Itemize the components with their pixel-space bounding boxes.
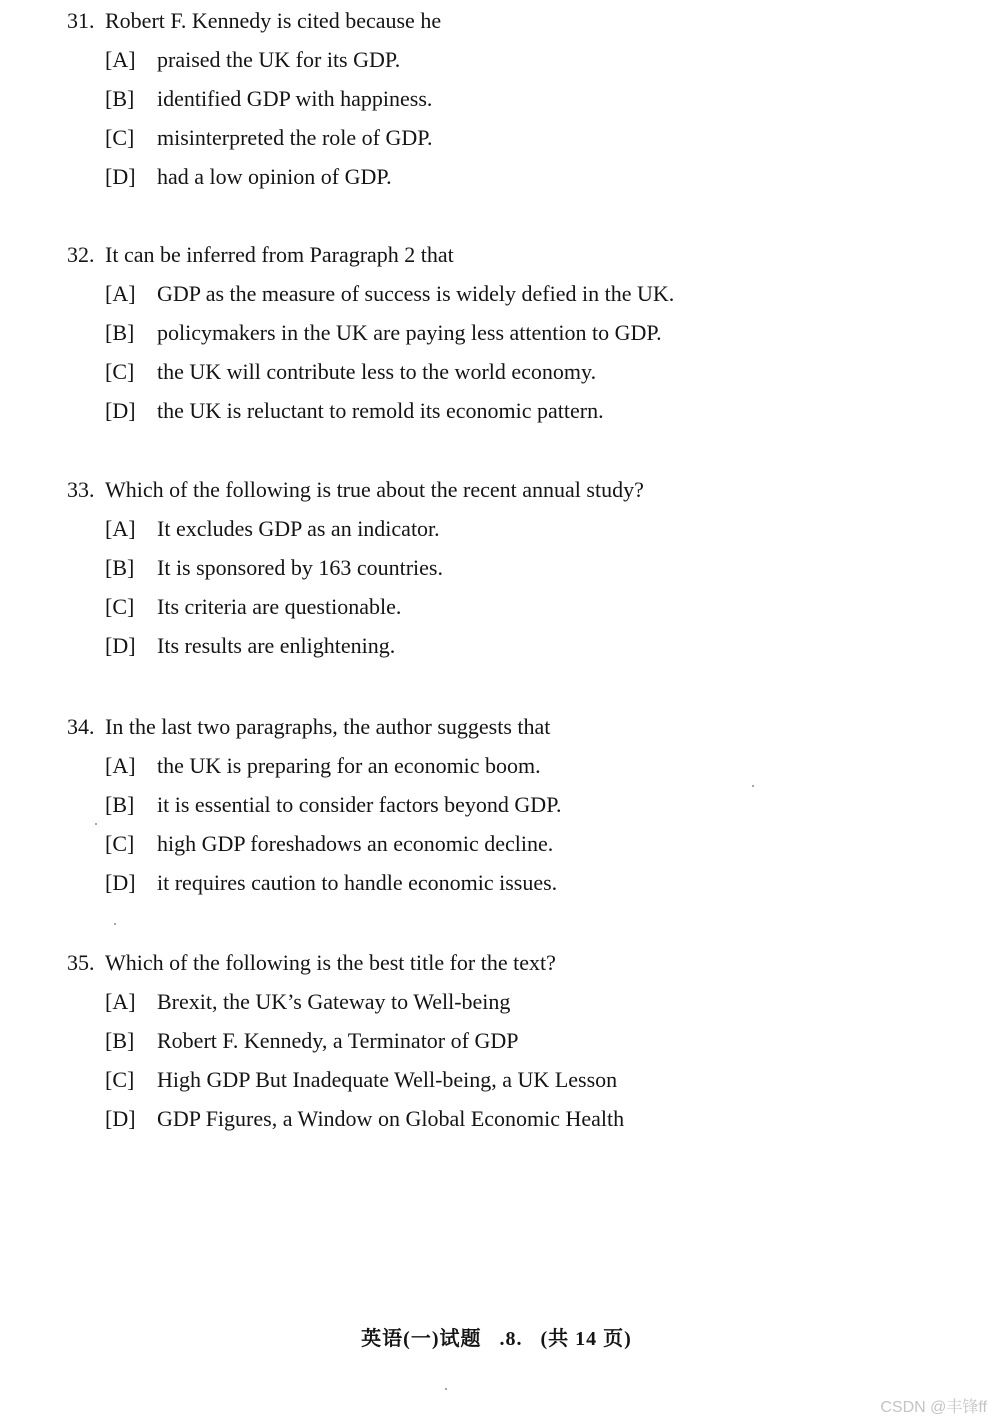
option-a[interactable] — [67, 746, 947, 785]
option-d[interactable] — [67, 391, 947, 430]
option-b[interactable] — [67, 1021, 947, 1060]
option-text: the UK is preparing for an economic boom. — [157, 753, 541, 778]
option-text: misinterpreted the role of GDP. — [157, 125, 433, 150]
option-letter: [A] — [105, 281, 136, 306]
option-text: GDP as the measure of success is widely defied in the UK. — [157, 281, 675, 306]
option-d[interactable] — [67, 1099, 947, 1138]
option-letter: [D] — [105, 870, 136, 895]
option-c[interactable] — [67, 1060, 947, 1099]
option-letter: [D] — [105, 1106, 136, 1131]
footer-total-pages: (共 14 页) — [540, 1328, 632, 1350]
question-text: It can be inferred from Paragraph 2 that — [105, 242, 454, 267]
option-c[interactable] — [67, 587, 947, 626]
option-text: the UK is reluctant to remold its economic pattern. — [157, 398, 604, 423]
option-c[interactable] — [67, 824, 947, 863]
option-letter: [D] — [105, 633, 136, 658]
option-letter: [A] — [105, 989, 136, 1014]
option-text: High GDP But Inadequate Well-being, a UK Lesson — [157, 1067, 618, 1092]
question-31 — [67, 1, 947, 196]
option-b[interactable] — [67, 79, 947, 118]
option-text: Robert F. Kennedy, a Terminator of GDP — [157, 1028, 519, 1053]
option-letter: [D] — [105, 164, 136, 189]
question-text: Robert F. Kennedy is cited because he — [105, 8, 442, 33]
option-d[interactable] — [67, 863, 947, 902]
option-b[interactable] — [67, 785, 947, 824]
option-text: Its results are enlightening. — [157, 633, 396, 658]
option-letter: [C] — [105, 359, 135, 384]
question-number: 33. — [67, 477, 95, 502]
question-text: Which of the following is true about the recent annual study? — [105, 477, 644, 502]
option-letter: [B] — [105, 1028, 135, 1053]
option-letter: [A] — [105, 753, 136, 778]
scan-speck — [114, 923, 116, 925]
option-text: high GDP foreshadows an economic decline. — [157, 831, 554, 856]
option-b[interactable] — [67, 548, 947, 587]
question-stem — [67, 707, 947, 746]
option-text: Its criteria are questionable. — [157, 594, 402, 619]
option-letter: [B] — [105, 792, 135, 817]
option-b[interactable] — [67, 313, 947, 352]
option-d[interactable] — [67, 626, 947, 665]
question-35 — [67, 943, 947, 1138]
question-33 — [67, 470, 947, 665]
question-number: 32. — [67, 242, 95, 267]
question-number: 31. — [67, 8, 95, 33]
watermark: CSDN @丰锋ff — [880, 1399, 987, 1416]
question-stem — [67, 235, 947, 274]
option-letter: [D] — [105, 398, 136, 423]
option-d[interactable] — [67, 157, 947, 196]
option-text: it is essential to consider factors beyond GDP. — [157, 792, 562, 817]
scan-speck — [95, 823, 97, 825]
option-letter: [B] — [105, 555, 135, 580]
question-34 — [67, 707, 947, 902]
question-stem — [67, 470, 947, 509]
option-a[interactable] — [67, 40, 947, 79]
question-stem — [67, 1, 947, 40]
scan-speck — [445, 1388, 447, 1390]
option-text: praised the UK for its GDP. — [157, 47, 401, 72]
option-letter: [C] — [105, 831, 135, 856]
option-c[interactable] — [67, 118, 947, 157]
option-letter: [B] — [105, 86, 135, 111]
option-letter: [C] — [105, 125, 135, 150]
footer-page-number: .8. — [499, 1328, 523, 1350]
option-text: It excludes GDP as an indicator. — [157, 516, 440, 541]
option-text: policymakers in the UK are paying less attention to GDP. — [157, 320, 662, 345]
option-c[interactable] — [67, 352, 947, 391]
option-text: It is sponsored by 163 countries. — [157, 555, 443, 580]
option-a[interactable] — [67, 274, 947, 313]
question-text: In the last two paragraphs, the author suggests that — [105, 714, 551, 739]
option-a[interactable] — [67, 509, 947, 548]
option-text: the UK will contribute less to the world economy. — [157, 359, 597, 384]
option-letter: [B] — [105, 320, 135, 345]
option-text: had a low opinion of GDP. — [157, 164, 392, 189]
option-letter: [C] — [105, 594, 135, 619]
option-a[interactable] — [67, 982, 947, 1021]
option-letter: [A] — [105, 516, 136, 541]
option-letter: [A] — [105, 47, 136, 72]
option-letter: [C] — [105, 1067, 135, 1092]
scan-speck — [752, 785, 754, 787]
question-text: Which of the following is the best title for the text? — [105, 950, 556, 975]
page-footer — [0, 1322, 993, 1351]
question-number: 34. — [67, 714, 95, 739]
question-32 — [67, 235, 947, 430]
option-text: GDP Figures, a Window on Global Economic Health — [157, 1106, 625, 1131]
option-text: Brexit, the UK’s Gateway to Well-being — [157, 989, 511, 1014]
question-number: 35. — [67, 950, 95, 975]
footer-subject: 英语(一)试题 — [361, 1328, 482, 1350]
option-text: it requires caution to handle economic issues. — [157, 870, 558, 895]
question-stem — [67, 943, 947, 982]
option-text: identified GDP with happiness. — [157, 86, 433, 111]
